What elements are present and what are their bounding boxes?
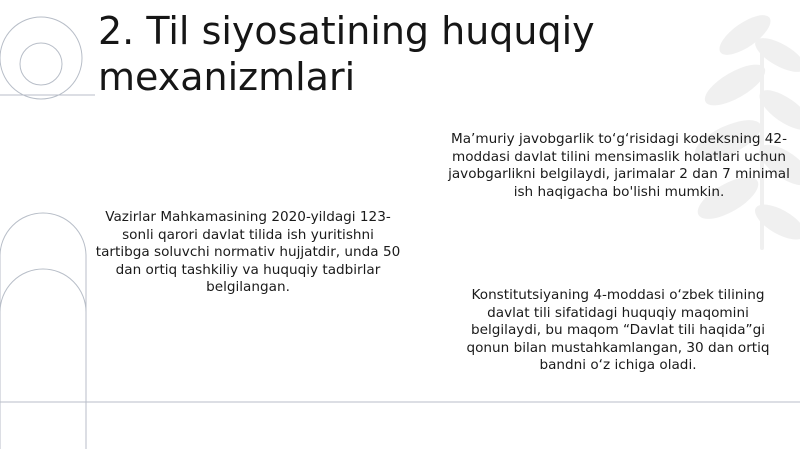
decor-arch-lower: [0, 269, 86, 312]
decor-arch-upper: [0, 213, 86, 256]
text-block-top-right: Ma’muriy javobgarlik to‘g‘risidagi kodeksning 42-moddasi davlat tilini mensimaslik holatlari uchun javobgarlikni belgilaydi, jarimalar 2 dan 7 minimal ish haqigacha bo'lishi mumkin.: [448, 131, 790, 200]
decor-small-circle: [20, 43, 62, 85]
slide-title: 2. Til siyosatining huquqiy mexanizmlari: [98, 9, 595, 99]
text-block-left: Vazirlar Mahkamasining 2020-yildagi 123-sonli qarori davlat tilida ish yuritishni tartibga soluvchi normativ hujjatdir, unda 50 dan ortiq tashkiliy va huquqiy tadbirlar belgilangan.: [95, 209, 401, 296]
text-block-bottom-right: Konstitutsiyaning 4-moddasi o‘zbek tilining davlat tili sifatidagi huquqiy maqomini belgilaydi, bu maqom “Davlat tili haqida”gi qonun bilan mustahkamlangan, 30 dan ortiq bandni o‘z ichiga oladi.: [466, 287, 770, 374]
decor-large-circle: [0, 17, 82, 99]
